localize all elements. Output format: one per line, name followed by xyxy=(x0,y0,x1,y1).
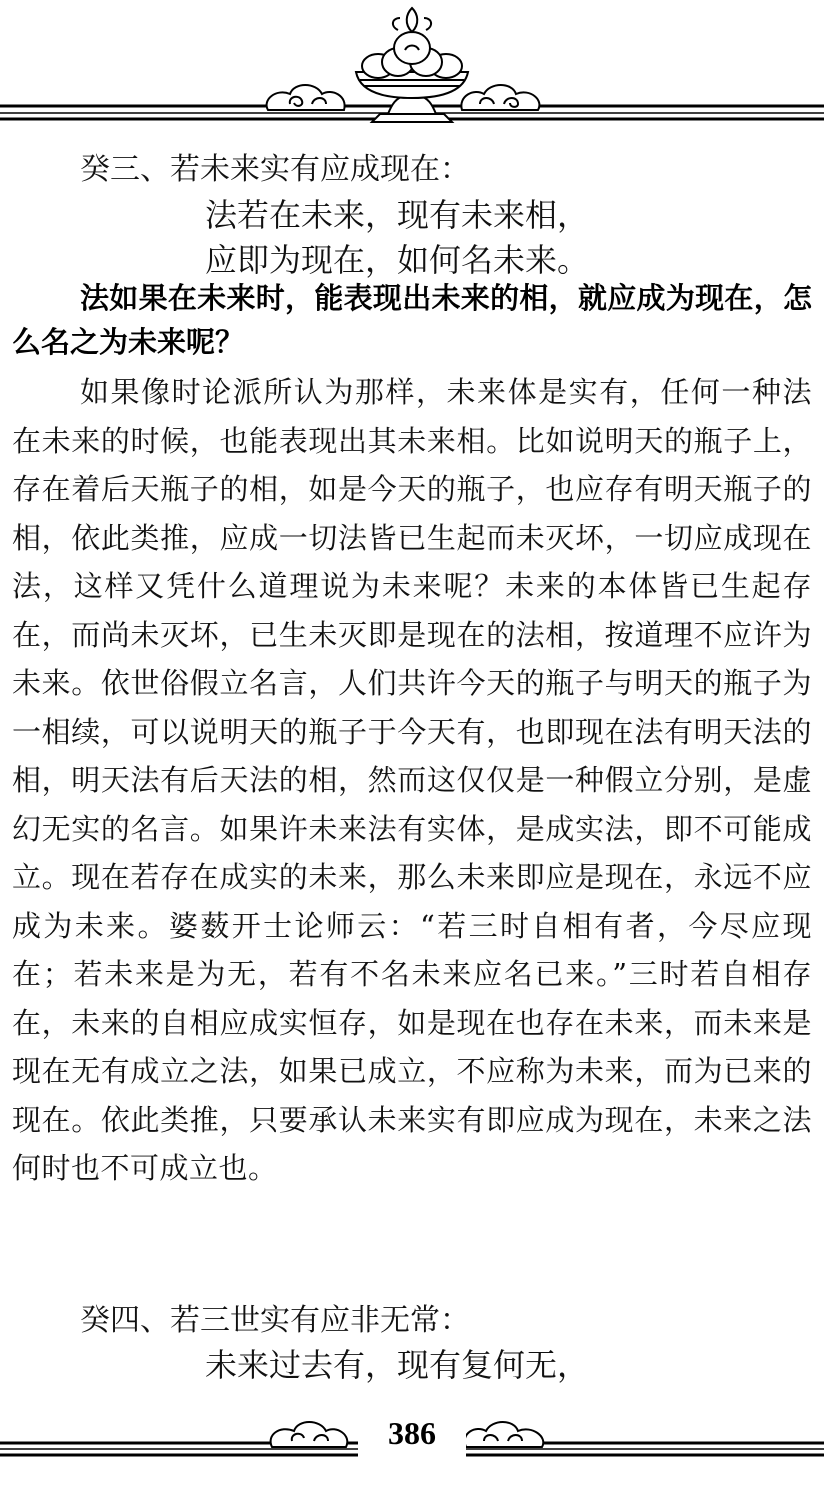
verse-line: 未来过去有，现有复何无， xyxy=(205,1346,590,1384)
verse-line: 应即为现在，如何名未来。 xyxy=(205,241,590,279)
commentary-bold-paragraph: 法如果在未来时，能表现出未来的相，就应成为现在，怎么名之为未来呢？ xyxy=(12,281,812,359)
offering-bowl-icon xyxy=(0,0,824,130)
header-ornament xyxy=(0,0,824,130)
section-heading-gui-si: 癸四、若三世实有应非无常： xyxy=(80,1303,470,1338)
page-number: 386 xyxy=(388,1415,436,1451)
footer-ornament xyxy=(0,1405,824,1465)
section-heading-gui-san: 癸三、若未来实有应成现在： xyxy=(80,152,470,187)
body-paragraph: 如果像时论派所认为那样，未来体是实有，任何一种法在未来的时候，也能表现出其未来相。比如说明天的瓶子上，存在着后天瓶子的相，如是今天的瓶子，也应存有明天瓶子的相，依此类推，应成一切法皆已生起而未灭坏，一切应成现在法，这样又凭什么道理说为未来呢？未来的本体皆已生起存在，而尚未灭坏，已生未灭即是现在的法相，按道理不应许为未来。依世俗假立名言，人们共许今天的瓶子与明天的瓶子为一相续，可以说明天的瓶子于今天有，也即现在法有明天法的相，明天法有后天法的相，然而这仅仅是一种假立分别，是虚幻无实的名言。如果许未来法有实体，是成实法，即不可能成立。现在若存在成实的未来，那么未来即应是现在，永远不应成为未来。婆薮开士论师云：“若三时自相有者，今尽应现在；若未来是为无，若有不名未来应名已来。”三时若自相存在，未来的自相应成实恒存，如是现在也存在未来，而未来是现在无有成立之法，如果已成立，不应称为未来，而为已来的现在。依此类推，只要承认未来实有即应成为现在，未来之法何时也不可成立也。 xyxy=(12,375,812,1185)
verse-line: 法若在未来，现有未来相， xyxy=(205,196,590,234)
